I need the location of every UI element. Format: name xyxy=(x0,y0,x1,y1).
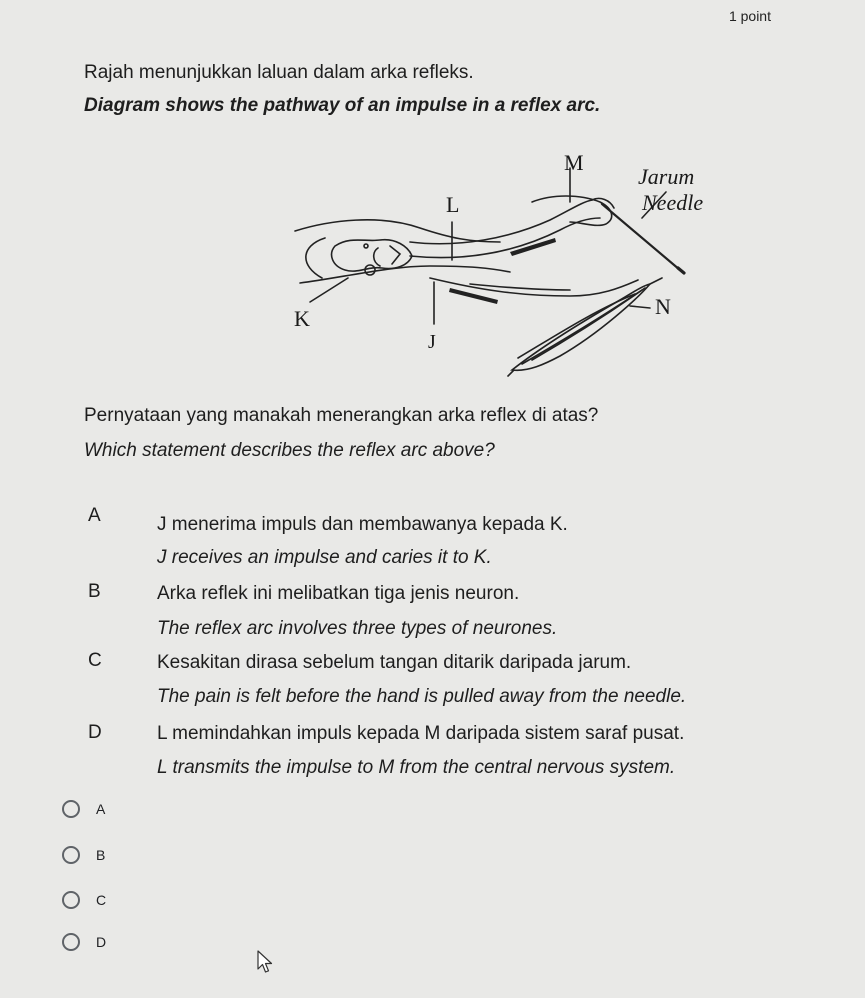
option-d-text-en: L transmits the impulse to M from the central nervous system. xyxy=(157,757,676,778)
option-letter-d: D xyxy=(88,722,102,743)
choice-b[interactable] xyxy=(62,846,105,864)
finger xyxy=(532,196,612,225)
grey-matter xyxy=(332,240,412,271)
question-text-ms: Rajah menunjukkan laluan dalam arka refleks. xyxy=(84,62,474,83)
choice-d-label: D xyxy=(96,934,107,950)
label-L: L xyxy=(446,192,460,217)
sensory-nerve xyxy=(410,200,592,244)
reflex-arc-diagram xyxy=(270,138,740,388)
label-line-N xyxy=(630,306,650,308)
option-b-text-en: The reflex arc involves three types of neurones. xyxy=(157,618,558,639)
radio-d[interactable] xyxy=(62,933,80,951)
label-line-K xyxy=(310,278,348,302)
choice-c-label: C xyxy=(96,892,107,908)
label-J: J xyxy=(428,331,436,353)
spinal-cord-outline xyxy=(295,220,500,242)
label-K: K xyxy=(294,306,310,331)
choice-b-label: B xyxy=(96,847,106,863)
label-N: N xyxy=(655,294,671,319)
option-c-text-ms: Kesakitan dirasa sebelum tangan ditarik daripada jarum. xyxy=(157,652,632,673)
option-letter-c: C xyxy=(88,650,102,671)
radio-a[interactable] xyxy=(62,800,80,818)
choice-c[interactable] xyxy=(62,891,106,909)
choice-a-label: A xyxy=(96,801,106,817)
statement-text-en: Which statement describes the reflex arc above? xyxy=(84,440,495,461)
choice-a[interactable] xyxy=(62,800,105,818)
radio-c[interactable] xyxy=(62,891,80,909)
choice-d[interactable] xyxy=(62,933,106,951)
option-a-text-en: J receives an impulse and caries it to K. xyxy=(157,547,492,568)
option-a-text-ms: J menerima impuls dan membawanya kepada K. xyxy=(157,514,568,535)
statement-text-ms: Pernyataan yang manakah menerangkan arka reflex di atas? xyxy=(84,405,599,426)
option-b-text-ms: Arka reflek ini melibatkan tiga jenis neuron. xyxy=(157,583,520,604)
option-d-text-ms: L memindahkan impuls kepada M daripada sistem saraf pusat. xyxy=(157,723,685,744)
option-letter-b: B xyxy=(88,581,101,602)
option-letter-a: A xyxy=(88,505,101,526)
points-label: 1 point xyxy=(728,8,771,24)
option-c-text-en: The pain is felt before the hand is pulled away from the needle. xyxy=(157,686,687,707)
radio-b[interactable] xyxy=(62,846,80,864)
label-M: M xyxy=(564,150,584,175)
label-needle: Needle xyxy=(642,190,704,215)
question-text-en: Diagram shows the pathway of an impulse in a reflex arc. xyxy=(84,95,601,116)
label-jarum: Jarum xyxy=(638,164,695,189)
mouse-cursor-icon xyxy=(257,950,273,974)
